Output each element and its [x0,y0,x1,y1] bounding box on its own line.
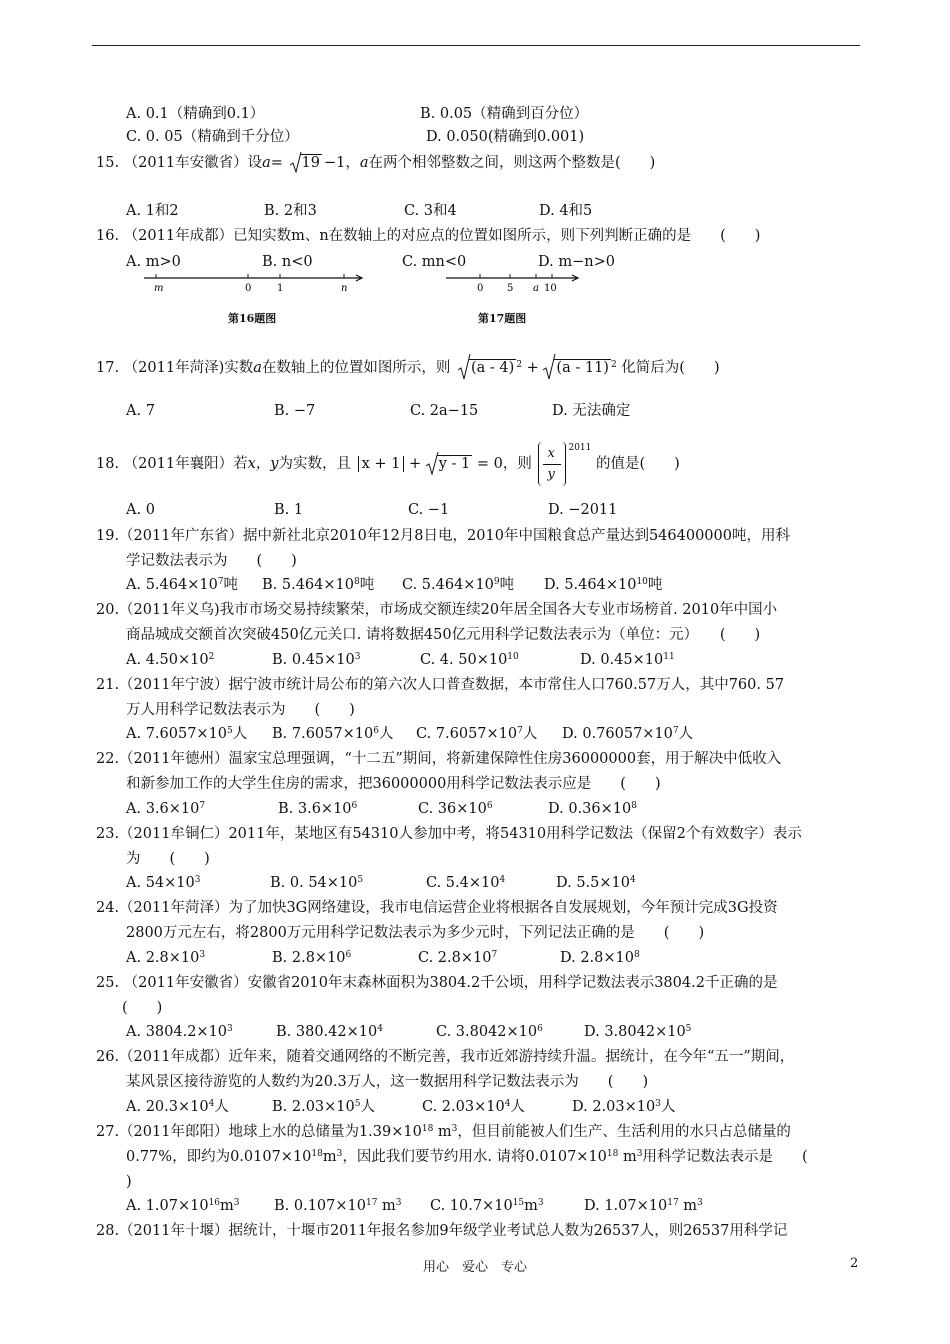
q23-option-c: C. $5.4\times 10^4$ [426,875,506,891]
q27-stem-line1: 27.（2011年郎阳）地球上水的总储量为$1.39\times 10^{18}$ $m^3$，但目前能被人们生产、生活利用的水只占总储量的 [96,1124,791,1140]
q25-option-c: C. $3.8042\times 10^6$ [436,1024,543,1040]
q23-stem-line2: 为 ( ) [126,851,210,867]
q27-option-a: A. $1.07\times 10^{16}m^3$ [126,1198,240,1214]
q24-option-b: B. $2.8\times 10^6$ [272,950,352,966]
fig16-label-m: m [154,283,164,294]
q16-option-c: C. mn<0 [402,254,467,270]
q25-option-d: D. $3.8042\times 10^5$ [584,1024,692,1040]
q15-option-c: C. 3和4 [404,203,457,219]
q14-option-c: C. 0. 05（精确到千分位） [126,129,299,145]
q16-stem: 16. （2011年成都）已知实数m、n在数轴上的对应点的位置如图所示，则下列判断正确的是 ( ) [96,228,761,244]
q18-option-b: B. 1 [274,502,304,518]
sqrt-sign-icon [458,352,471,382]
q22-option-b: B. $3.6\times 10^6$ [278,801,358,817]
q26-option-d: D. $2.03\times 10^3$人 [572,1099,676,1115]
q26-option-b: B. $2.03\times 10^5$人 [272,1099,375,1115]
q27-stem-line3: ) [126,1174,132,1190]
q16-option-d: D. m−n>0 [538,254,615,270]
q24-option-c: C. $2.8\times 10^7$ [418,950,498,966]
q24-option-a: A. $2.8\times 10^3$ [126,950,206,966]
q27-option-d: D. $1.07\times 10^{17}$ $m^3$ [584,1198,703,1214]
q19-option-b: B. $5.464\times 10^8$吨 [262,577,375,593]
q20-option-a: A. $4.50\times 10^2$ [126,652,215,668]
q23-option-b: B. 0. $54\times 10^5$ [270,875,364,891]
q17-option-c: C. 2a−15 [410,403,479,419]
q15-option-a: A. 1和2 [126,203,179,219]
q20-option-b: B. $0.45\times 10^3$ [272,652,361,668]
q18-option-d: D. −2011 [548,502,618,518]
q18-option-a: A. 0 [126,502,155,518]
fig17-caption: 第17题图 [478,312,527,325]
q21-option-d: D. $0.76057\times 10^7$人 [562,726,694,742]
figure-16-number-line [140,270,370,296]
fig17-label-5: 5 [507,283,514,294]
q25-option-a: A. $3804.2\times 10^3$ [126,1024,233,1040]
q19-stem-line2: 学记数法表示为 ( ) [126,553,297,569]
q17-option-d: D. 无法确定 [552,403,631,419]
fig17-label-10: 10 [544,283,557,294]
q20-stem-line1: 20.（2011年义乌)我市市场交易持续繁荣，市场成交额连续20年居全国各大专业市场榜首. 2010年中国小 [96,602,778,618]
q21-option-a: A. $7.6057\times 10^5$人 [126,726,248,742]
q14-option-d: D. 0.050(精确到0.001) [426,129,585,145]
sqrt-sign-icon [543,352,556,382]
q19-option-a: A. $5.464\times 10^7$吨 [126,577,239,593]
q27-option-b: B. $0.107\times 10^{17}$ $m^3$ [274,1198,402,1214]
q20-option-d: D. $0.45\times 10^{11}$ [580,652,675,668]
sqrt-sign-icon [290,151,302,175]
q28-stem-line1: 28.（2011年十堰）据统计，十堰市2011年报名参加9年级学业考试总人数为26537人，则26537用科学记 [96,1223,788,1239]
q22-option-d: D. $0.36\times 10^8$ [548,801,637,817]
fig17-label-0: 0 [477,283,484,294]
q21-stem-line1: 21.（2011年宁波）据宁波市统计局公布的第六次人口普查数据，本市常住人口760.57万人，其中760. 57 [96,677,785,693]
q21-option-b: B. $7.6057\times 10^6$人 [272,726,394,742]
q16-option-b: B. n<0 [262,254,313,270]
q24-stem-line2: 2800万元左右，将2800万元用科学记数法表示为多少元时，下列记法正确的是 ( ) [126,925,705,941]
q19-option-d: D. $5.464\times 10^{10}$吨 [544,577,663,593]
q20-option-c: C. 4. $50\times 10^{10}$ [420,652,519,668]
q25-stem-line1: 25. （2011年安徽省）安徽省2010年末森林面积为3804.2千公顷，用科学记数法表示3804.2千正确的是 [96,975,778,991]
sqrt-sign-icon [426,450,439,476]
q22-stem-line1: 22.（2011年德州）温家宝总理强调，“十二五”期间，将新建保障性住房36000000套，用于解决中低收入 [96,751,782,767]
q22-option-c: C. $36\times 10^6$ [418,801,493,817]
q27-stem-line2: 0.77%，即约为$0.0107\times 10^{18}m^3$，因此我们要节约用水. 请将$0.0107\times 10^{18}$ $m^3$用科学记数法表示是 ( [126,1149,808,1165]
q22-stem-line2: 和新参加工作的大学生住房的需求，把36000000用科学记数法表示应是 ( ) [126,776,661,792]
q16-option-a: A. m>0 [126,254,181,270]
q15-option-b: B. 2和3 [264,203,317,219]
q15-stem: 15. （2011车安徽省）设a= 19 −1，a在两个相邻整数之间，则这两个整数是( ) [96,153,655,173]
q22-option-a: A. $3.6\times 10^7$ [126,801,206,817]
q20-stem-line2: 商品城成交额首次突破450亿元关口. 请将数据450亿元用科学记数法表示为（单位：元） ( ) [126,627,761,643]
q14-option-b: B. 0.05（精确到百分位） [420,106,589,122]
q15-option-d: D. 4和5 [539,203,593,219]
q27-option-c: C. $10.7\times 10^{15}m^3$ [430,1198,544,1214]
q26-option-c: C. $2.03\times 10^4$人 [422,1099,525,1115]
header-rule [92,45,860,46]
q19-stem-line1: 19.（2011年广东省）据中新社北京2010年12月8日电，2010年中国粮食总产量达到546400000吨，用科 [96,528,790,544]
q24-option-d: D. $2.8\times 10^8$ [560,950,640,966]
q17-option-a: A. 7 [126,403,155,419]
q26-option-a: A. $20.3\times 10^4$人 [126,1099,229,1115]
q21-stem-line2: 万人用科学记数法表示为 ( ) [126,702,355,718]
fig17-label-a: a [533,283,539,294]
q26-stem-line1: 26.（2011年成都）近年来，随着交通网络的不断完善，我市近郊游持续升温。据统计，在今年“五一”期间， [96,1049,795,1065]
q14-option-a: A. 0.1（精确到0.1） [126,106,265,122]
q23-option-a: A. $54\times 10^3$ [126,875,201,891]
q23-stem-line1: 23.（2011牟铜仁）2011年，某地区有54310人参加中考，将54310用科学记数法（保留2个有效数字）表示 [96,826,802,842]
q25-option-b: B. $380.42\times 10^4$ [276,1024,383,1040]
figure-17-number-line [444,270,584,296]
q26-stem-line2: 某风景区接待游览的人数约为20.3万人，这一数据用科学记数法表示为 ( ) [126,1074,649,1090]
fig16-label-n: n [341,283,348,294]
q18-option-c: C. −1 [408,502,450,518]
q24-stem-line1: 24.（2011年菏泽）为了加快3G网络建设，我市电信运营企业将根据各自发展规划，今年预计完成3G投资 [96,900,778,916]
q19-option-c: C. $5.464\times 10^9$吨 [402,577,515,593]
fig16-caption: 第16题图 [228,312,277,325]
q21-option-c: C. $7.6057\times 10^7$人 [416,726,538,742]
q18-stem: 18. （2011年襄阳）若x，y为实数，且 x + 1 + y - 1 = 0，则 $\frac{x}{y}$ $^{2011}$ 的值是( ) [96,442,680,486]
page-number: 2 [850,1256,859,1271]
q17-option-b: B. −7 [274,403,316,419]
q23-option-d: D. $5.5\times 10^4$ [556,875,636,891]
q25-stem-line2: ( ) [122,1000,163,1016]
page-footer: 用心 爱心 专心 [422,1260,527,1275]
fig16-label-1: 1 [277,283,284,294]
fig16-label-0: 0 [245,283,252,294]
q17-stem: 17. （2011年菏泽)实数a在数轴上的位置如图所示，则 (a - 4) $^2$ + (a - 11) $^2$ 化简后为( ) [96,358,720,378]
